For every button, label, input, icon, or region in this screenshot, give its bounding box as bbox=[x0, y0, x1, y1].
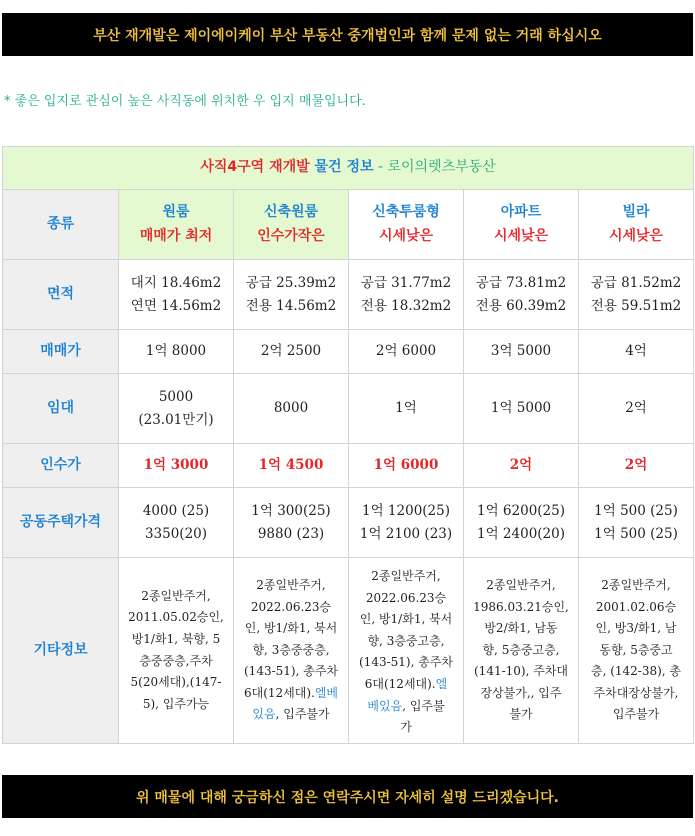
area-exclusive: 전용 60.39m2 bbox=[475, 297, 567, 314]
etc-line: 향, 3층중중층, bbox=[252, 642, 330, 657]
table-title bbox=[3, 147, 694, 190]
etc-line: 장상불가,, 입주 bbox=[480, 685, 562, 700]
area-supply: 공급 25.39m2 bbox=[245, 275, 337, 292]
table-title-row bbox=[3, 147, 694, 190]
etc-line: 2종일반주거, bbox=[371, 569, 441, 583]
etc-line: 6대(12세대). bbox=[243, 685, 315, 700]
lease-amount: 2억 bbox=[579, 374, 694, 444]
etc-line: 2종일반주거, bbox=[486, 577, 556, 592]
area-exclusive: 전용 18.32m2 bbox=[360, 297, 452, 314]
official-price: 3350(20) bbox=[144, 525, 208, 542]
etc-line: 향, 3층중고층, bbox=[367, 633, 445, 648]
type-sub: 시세낮은 bbox=[608, 227, 664, 244]
sale-price: 1억 8000 bbox=[119, 330, 234, 374]
elevator-link[interactable]: 엘 bbox=[435, 676, 448, 691]
row-label-sale: 매매가 bbox=[3, 330, 119, 374]
row-label-acquire: 인수가 bbox=[3, 444, 119, 488]
table-row bbox=[3, 558, 694, 744]
acquire-price: 1억 4500 bbox=[234, 444, 349, 488]
acquire-price: 2억 bbox=[579, 444, 694, 488]
etc-line: 5), 입주가능 bbox=[142, 696, 210, 711]
type-cell bbox=[579, 190, 694, 260]
elevator-link[interactable]: 있음 bbox=[252, 707, 276, 722]
area-supply: 공급 73.81m2 bbox=[475, 275, 567, 292]
etc-line: , 입주불가 bbox=[275, 707, 330, 722]
etc-line: 층, (142-38), 총 bbox=[590, 664, 682, 679]
etc-line: 1986.03.21승인, bbox=[473, 599, 569, 614]
top-banner: 부산 재개발은 제이에이케이 부산 부동산 중개법인과 함께 문제 없는 거래 하십시오 bbox=[2, 13, 693, 56]
acquire-price: 1억 6000 bbox=[349, 444, 464, 488]
sale-price: 3억 5000 bbox=[464, 330, 579, 374]
official-price: 9880 (23) bbox=[257, 525, 325, 542]
type-name: 신축투룸형 bbox=[372, 204, 440, 221]
etc-line: 동향, 5층중고 bbox=[599, 642, 673, 657]
official-price-cell bbox=[234, 488, 349, 558]
etc-line: 2022.06.23승 bbox=[250, 599, 332, 614]
type-name: 신축원룸 bbox=[263, 204, 319, 221]
table-title-part1: 사직4구역 재개발 bbox=[200, 159, 310, 176]
official-price-cell bbox=[579, 488, 694, 558]
etc-info bbox=[579, 558, 694, 744]
type-sub: 매매가 최저 bbox=[139, 227, 213, 244]
etc-info bbox=[464, 558, 579, 744]
etc-line: 방2/화1, 남동 bbox=[484, 621, 558, 636]
type-name: 빌라 bbox=[622, 204, 650, 221]
table-title-part3: - 로이의렛츠부동산 bbox=[373, 159, 496, 176]
etc-line: , 입주불 bbox=[402, 698, 445, 713]
etc-line: 인, 방3/화1, 남 bbox=[595, 621, 677, 636]
area-exclusive: 전용 59.51m2 bbox=[590, 297, 682, 314]
official-price-cell bbox=[464, 488, 579, 558]
lease-amount: 8000 bbox=[234, 374, 349, 444]
etc-line: 6대(12세대). bbox=[364, 676, 436, 691]
etc-line: 향, 5층중고층, bbox=[482, 642, 560, 657]
row-label-area: 면적 bbox=[3, 260, 119, 330]
type-sub: 인수가작은 bbox=[257, 227, 325, 244]
etc-line: 층중중층,주차 bbox=[139, 653, 213, 668]
etc-info bbox=[119, 558, 234, 744]
area-exclusive: 전용 14.56m2 bbox=[245, 297, 337, 314]
etc-line: (143-51), 총주차 bbox=[244, 664, 338, 679]
lease-amount: 1억 bbox=[349, 374, 464, 444]
table-row bbox=[3, 488, 694, 558]
etc-line: 인, 방1/화1, 북서 bbox=[244, 621, 338, 636]
official-price: 1억 500 (25) bbox=[594, 525, 678, 542]
lease-expiry: (23.01만기) bbox=[138, 411, 214, 428]
type-sub: 시세낮은 bbox=[378, 227, 434, 244]
type-cell bbox=[119, 190, 234, 260]
etc-line: (143-51), 총주차 bbox=[359, 655, 453, 670]
area-land: 대지 18.46m2 bbox=[130, 275, 222, 292]
area-supply: 공급 81.52m2 bbox=[590, 275, 682, 292]
area-cell bbox=[119, 260, 234, 330]
official-price-cell bbox=[119, 488, 234, 558]
official-price: 4000 (25) bbox=[142, 503, 210, 520]
official-price: 1억 500 (25) bbox=[594, 503, 678, 520]
intro-note: * 좋은 입지로 관심이 높은 사직동에 위치한 우 입지 매물입니다. bbox=[4, 94, 366, 109]
bottom-banner: 위 매물에 대해 궁금하신 점은 연락주시면 자세히 설명 드리겠습니다. bbox=[2, 775, 693, 818]
property-table bbox=[2, 146, 694, 744]
etc-line: 5(20세대),(147- bbox=[130, 675, 222, 690]
etc-line: 입주불가 bbox=[612, 707, 660, 722]
acquire-price: 2억 bbox=[464, 444, 579, 488]
area-cell bbox=[464, 260, 579, 330]
table-row bbox=[3, 330, 694, 374]
etc-line: 2종일반주거, bbox=[141, 588, 211, 603]
lease-cell bbox=[119, 374, 234, 444]
type-sub: 시세낮은 bbox=[493, 227, 549, 244]
sale-price: 4억 bbox=[579, 330, 694, 374]
type-name: 원룸 bbox=[162, 204, 190, 221]
type-name: 아파트 bbox=[500, 204, 542, 221]
row-label-lease: 임대 bbox=[3, 374, 119, 444]
table-row bbox=[3, 444, 694, 488]
official-price: 1억 1200(25) bbox=[362, 503, 450, 520]
etc-line: 주차대장상불가, bbox=[593, 685, 679, 700]
elevator-link[interactable]: 베있음 bbox=[367, 698, 403, 713]
official-price: 1억 2400(20) bbox=[477, 525, 565, 542]
area-cell bbox=[349, 260, 464, 330]
official-price: 1억 6200(25) bbox=[477, 503, 565, 520]
etc-info bbox=[349, 558, 464, 744]
table-title-part2: 물건 정보 bbox=[314, 159, 374, 176]
area-supply: 공급 31.77m2 bbox=[360, 275, 452, 292]
etc-line: 인, 방1/화1, 북서 bbox=[359, 612, 453, 627]
table-row bbox=[3, 374, 694, 444]
elevator-link[interactable]: 엘베 bbox=[314, 685, 339, 700]
area-cell bbox=[234, 260, 349, 330]
type-cell bbox=[234, 190, 349, 260]
etc-line: 2001.02.06승 bbox=[595, 599, 677, 614]
etc-line: 가 bbox=[400, 720, 412, 735]
row-label-etc: 기타정보 bbox=[3, 558, 119, 744]
area-cell bbox=[579, 260, 694, 330]
etc-line: 불가 bbox=[509, 707, 533, 722]
etc-info bbox=[234, 558, 349, 744]
etc-line: 2종일반주거, bbox=[601, 577, 671, 592]
type-cell bbox=[464, 190, 579, 260]
table-row bbox=[3, 260, 694, 330]
official-price-cell bbox=[349, 488, 464, 558]
etc-line: 2011.05.02승인, bbox=[128, 610, 224, 625]
official-price: 1억 300(25) bbox=[251, 503, 331, 520]
row-label-official: 공동주택가격 bbox=[3, 488, 119, 558]
etc-line: 2종일반주거, bbox=[256, 577, 326, 592]
etc-line: 방1/화1, 북향, 5 bbox=[131, 631, 221, 646]
etc-line: (141-10), 주차대 bbox=[474, 664, 568, 679]
etc-line: 2022.06.23승 bbox=[365, 590, 447, 605]
sale-price: 2억 6000 bbox=[349, 330, 464, 374]
table-row bbox=[3, 190, 694, 260]
area-floor: 연면 14.56m2 bbox=[130, 297, 222, 314]
sale-price: 2억 2500 bbox=[234, 330, 349, 374]
acquire-price: 1억 3000 bbox=[119, 444, 234, 488]
type-cell bbox=[349, 190, 464, 260]
lease-amount: 5000 bbox=[158, 389, 194, 406]
official-price: 1억 2100 (23) bbox=[359, 525, 453, 542]
row-label-type: 종류 bbox=[3, 190, 119, 260]
lease-amount: 1억 5000 bbox=[464, 374, 579, 444]
